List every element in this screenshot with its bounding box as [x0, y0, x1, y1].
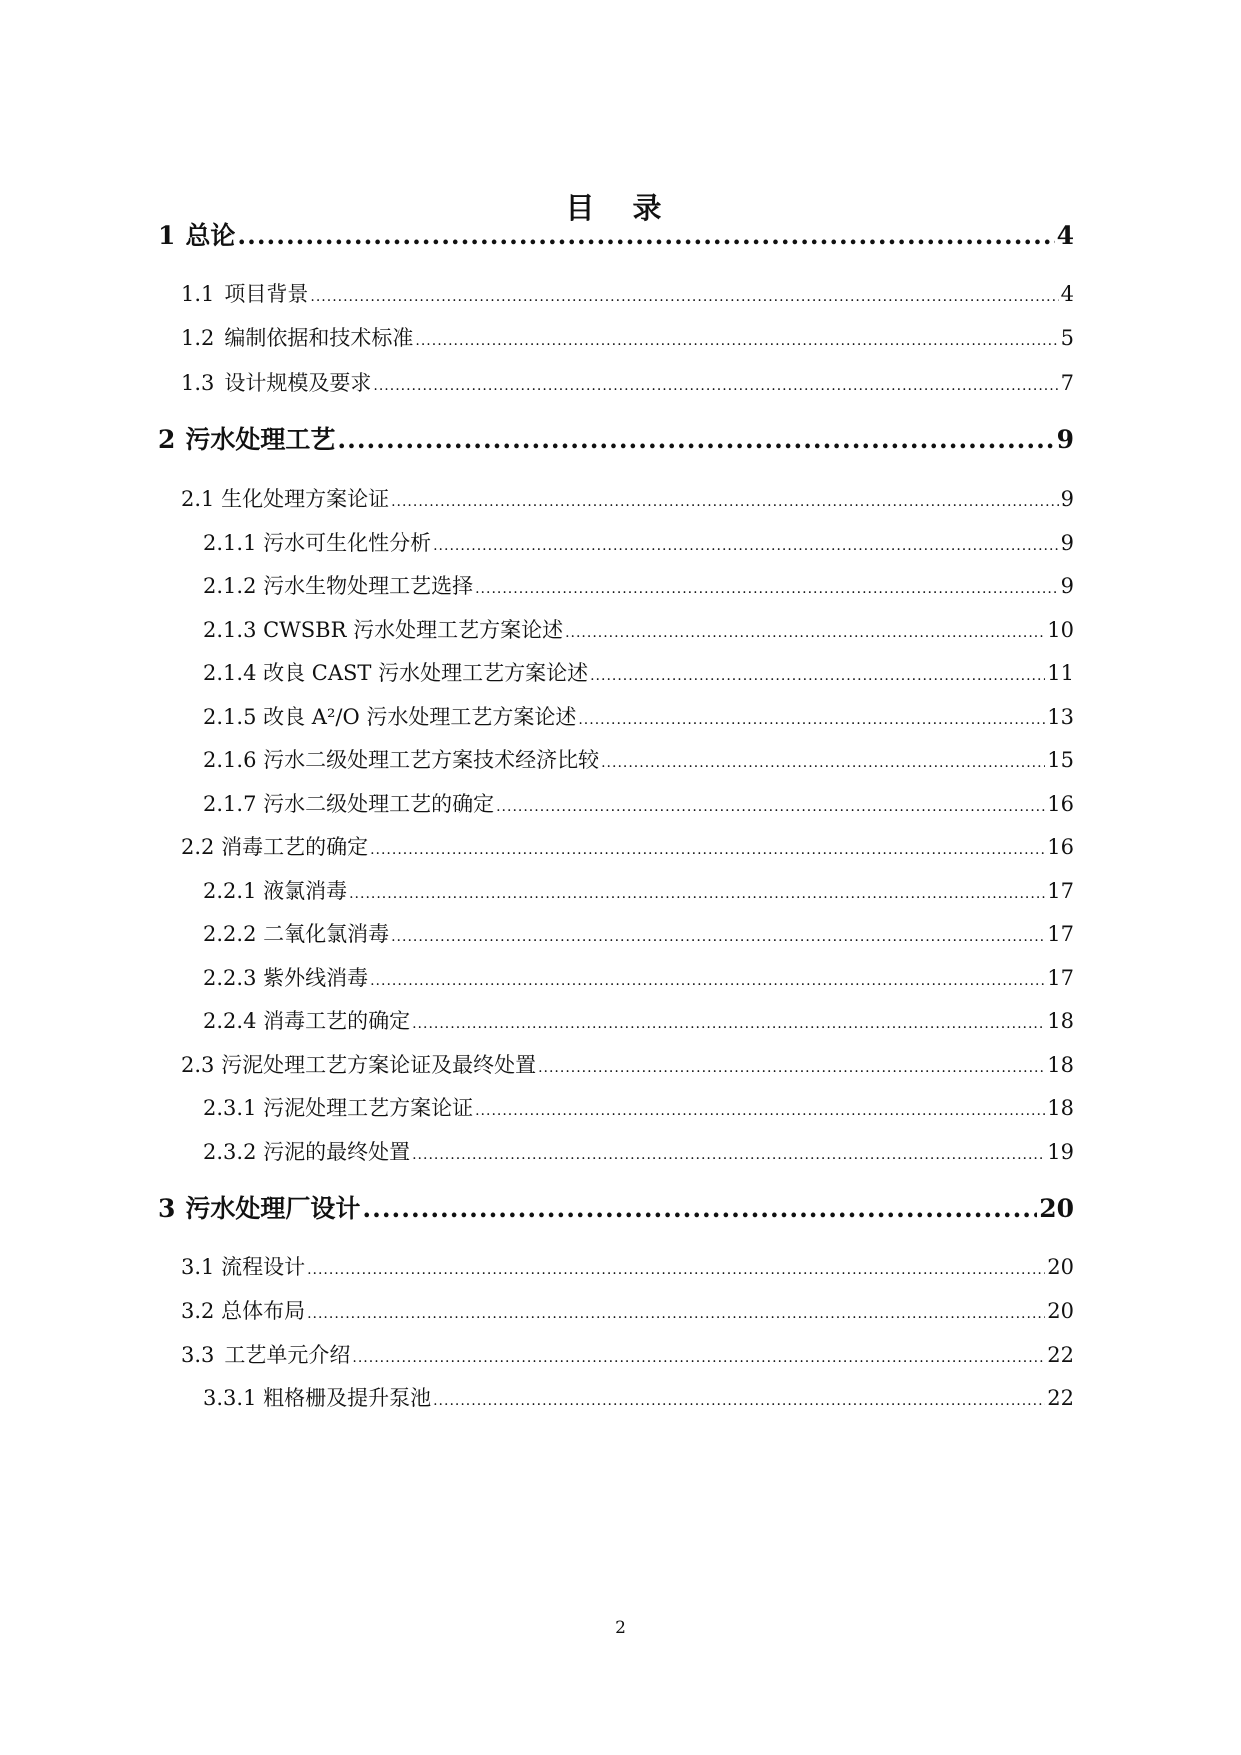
toc-entry-2-3-1[interactable] — [203, 1091, 1074, 1125]
toc-entry-2-2-3[interactable] — [203, 961, 1074, 995]
toc-number: 1.1 — [181, 282, 215, 306]
toc-chapter-1[interactable] — [158, 216, 1074, 256]
toc-number: 1.2 — [181, 326, 215, 350]
dot-leader — [237, 216, 1054, 256]
toc-title: 2.1.3 CWSBR 污水处理工艺方案论述 — [203, 618, 564, 642]
toc-title: 2.2.4 消毒工艺的确定 — [203, 1009, 411, 1033]
toc-label — [181, 277, 308, 311]
toc-entry-2-1-2[interactable] — [203, 569, 1074, 603]
toc-title: 2.1.6 污水二级处理工艺方案技术经济比较 — [203, 748, 600, 772]
toc-entry-1-2[interactable] — [181, 321, 1074, 355]
toc-title: 2.1.4 改良 CAST 污水处理工艺方案论述 — [203, 661, 589, 685]
dot-leader — [307, 1253, 1045, 1287]
dot-leader — [337, 420, 1054, 460]
toc-entry-2-1-6[interactable] — [203, 743, 1074, 777]
toc-page-number: 17 — [1047, 879, 1074, 903]
toc-page-number: 9 — [1060, 487, 1074, 511]
toc-entry-3-1[interactable] — [181, 1250, 1074, 1284]
toc-label — [158, 420, 335, 460]
dot-leader — [578, 703, 1045, 737]
toc-entry-2-1-7[interactable] — [203, 787, 1074, 821]
toc-title: 3.3.1 粗格栅及提升泵池 — [203, 1386, 432, 1410]
dot-leader — [362, 1189, 1037, 1229]
toc-entry-3-2[interactable] — [181, 1294, 1074, 1328]
toc-entry-3-3[interactable] — [181, 1338, 1074, 1372]
toc-title: 2.1.2 污水生物处理工艺选择 — [203, 574, 474, 598]
dot-leader — [352, 1341, 1045, 1375]
dot-leader — [475, 572, 1059, 606]
toc-number: 1.3 — [181, 371, 215, 395]
toc-entry-1-3[interactable] — [181, 366, 1074, 400]
page-number: 2 — [615, 1618, 626, 1638]
toc-page-number: 22 — [1047, 1343, 1074, 1367]
toc-title: 2.2.1 液氯消毒 — [203, 879, 348, 903]
toc-entry-2-2-2[interactable] — [203, 917, 1074, 951]
toc-entry-2-1-5[interactable] — [203, 700, 1074, 734]
toc-entry-2-1[interactable] — [181, 482, 1074, 516]
dot-leader — [307, 1297, 1045, 1331]
toc-page-number: 4 — [1056, 221, 1074, 250]
toc-page-number: 18 — [1047, 1053, 1074, 1077]
toc-number: 3.3 — [181, 1343, 215, 1367]
toc-page-number: 20 — [1047, 1299, 1074, 1323]
toc-title: 2.2.2 二氧化氯消毒 — [203, 922, 390, 946]
toc-number: 2 — [158, 425, 176, 454]
toc-page-number: 20 — [1047, 1255, 1074, 1279]
toc-label — [181, 321, 413, 355]
toc-title: 污水处理工艺 — [185, 425, 336, 454]
page-title: 目 录 — [565, 191, 676, 225]
toc-page-number: 5 — [1060, 326, 1074, 350]
dot-leader — [391, 920, 1045, 954]
dot-leader — [433, 1384, 1045, 1418]
dot-leader — [415, 324, 1058, 358]
toc-page-number: 7 — [1060, 371, 1074, 395]
toc-entry-2-3-2[interactable] — [203, 1135, 1074, 1169]
toc-page-number: 4 — [1060, 282, 1074, 306]
toc-page-number: 17 — [1047, 922, 1074, 946]
toc-number: 1 — [158, 221, 176, 250]
dot-leader — [412, 1007, 1045, 1041]
dot-leader — [565, 616, 1045, 650]
toc-label — [158, 1189, 360, 1229]
toc-page-number: 15 — [1047, 748, 1074, 772]
toc-title: 3.2 总体布局 — [181, 1299, 306, 1323]
toc-entry-2-1-1[interactable] — [203, 526, 1074, 560]
toc-page-number: 11 — [1047, 661, 1074, 685]
toc-page-number: 9 — [1060, 574, 1074, 598]
toc-entry-2-2[interactable] — [181, 830, 1074, 864]
dot-leader — [538, 1051, 1045, 1085]
toc-title: 2.3.1 污泥处理工艺方案论证 — [203, 1096, 474, 1120]
toc-title: 2.2.3 紫外线消毒 — [203, 966, 369, 990]
toc-label — [181, 1338, 350, 1372]
toc-entry-1-1[interactable] — [181, 277, 1074, 311]
toc-entry-2-2-4[interactable] — [203, 1004, 1074, 1038]
dot-leader — [475, 1094, 1045, 1128]
toc-page-number: 20 — [1039, 1194, 1074, 1223]
toc-entry-2-3[interactable] — [181, 1048, 1074, 1082]
toc-title: 工艺单元介绍 — [224, 1343, 351, 1367]
dot-leader — [310, 280, 1058, 314]
toc-title: 3.1 流程设计 — [181, 1255, 306, 1279]
toc-page-number: 10 — [1047, 618, 1074, 642]
toc-title: 编制依据和技术标准 — [224, 326, 414, 350]
toc-title: 2.1.7 污水二级处理工艺的确定 — [203, 792, 495, 816]
toc-entry-2-2-1[interactable] — [203, 874, 1074, 908]
toc-page-number: 22 — [1047, 1386, 1074, 1410]
toc-number: 3 — [158, 1194, 176, 1223]
toc-entry-2-1-4[interactable] — [203, 656, 1074, 690]
dot-leader — [601, 746, 1045, 780]
toc-chapter-2[interactable] — [158, 420, 1074, 460]
toc-page-number: 13 — [1047, 705, 1074, 729]
toc-page-number: 9 — [1060, 531, 1074, 555]
toc-entry-3-3-1[interactable] — [203, 1381, 1074, 1415]
toc-page-number: 18 — [1047, 1096, 1074, 1120]
toc-title: 2.1.5 改良 A²/O 污水处理工艺方案论述 — [203, 705, 577, 729]
toc-title: 污水处理厂设计 — [185, 1194, 361, 1223]
toc-label — [181, 366, 371, 400]
dot-leader — [590, 659, 1045, 693]
toc-chapter-3[interactable] — [158, 1189, 1074, 1229]
toc-entry-2-1-3[interactable] — [203, 613, 1074, 647]
toc-page-number: 9 — [1056, 425, 1074, 454]
toc-title: 总论 — [185, 221, 236, 250]
toc-page-number: 16 — [1047, 835, 1074, 859]
dot-leader — [496, 790, 1045, 824]
toc-title: 2.3 污泥处理工艺方案论证及最终处置 — [181, 1053, 537, 1077]
toc-title: 2.1 生化处理方案论证 — [181, 487, 390, 511]
dot-leader — [412, 1138, 1045, 1172]
dot-leader — [370, 964, 1045, 998]
dot-leader — [391, 485, 1059, 519]
toc-page-number: 18 — [1047, 1009, 1074, 1033]
toc-title: 2.1.1 污水可生化性分析 — [203, 531, 432, 555]
toc-title: 设计规模及要求 — [224, 371, 372, 395]
dot-leader — [373, 369, 1058, 403]
toc-title: 2.2 消毒工艺的确定 — [181, 835, 369, 859]
toc-page-number: 16 — [1047, 792, 1074, 816]
dot-leader — [370, 833, 1045, 867]
toc-title: 项目背景 — [224, 282, 309, 306]
toc-page-number: 17 — [1047, 966, 1074, 990]
dot-leader — [349, 877, 1045, 911]
toc-title: 2.3.2 污泥的最终处置 — [203, 1140, 411, 1164]
dot-leader — [433, 529, 1059, 563]
toc-page-number: 19 — [1047, 1140, 1074, 1164]
toc-label — [158, 216, 235, 256]
